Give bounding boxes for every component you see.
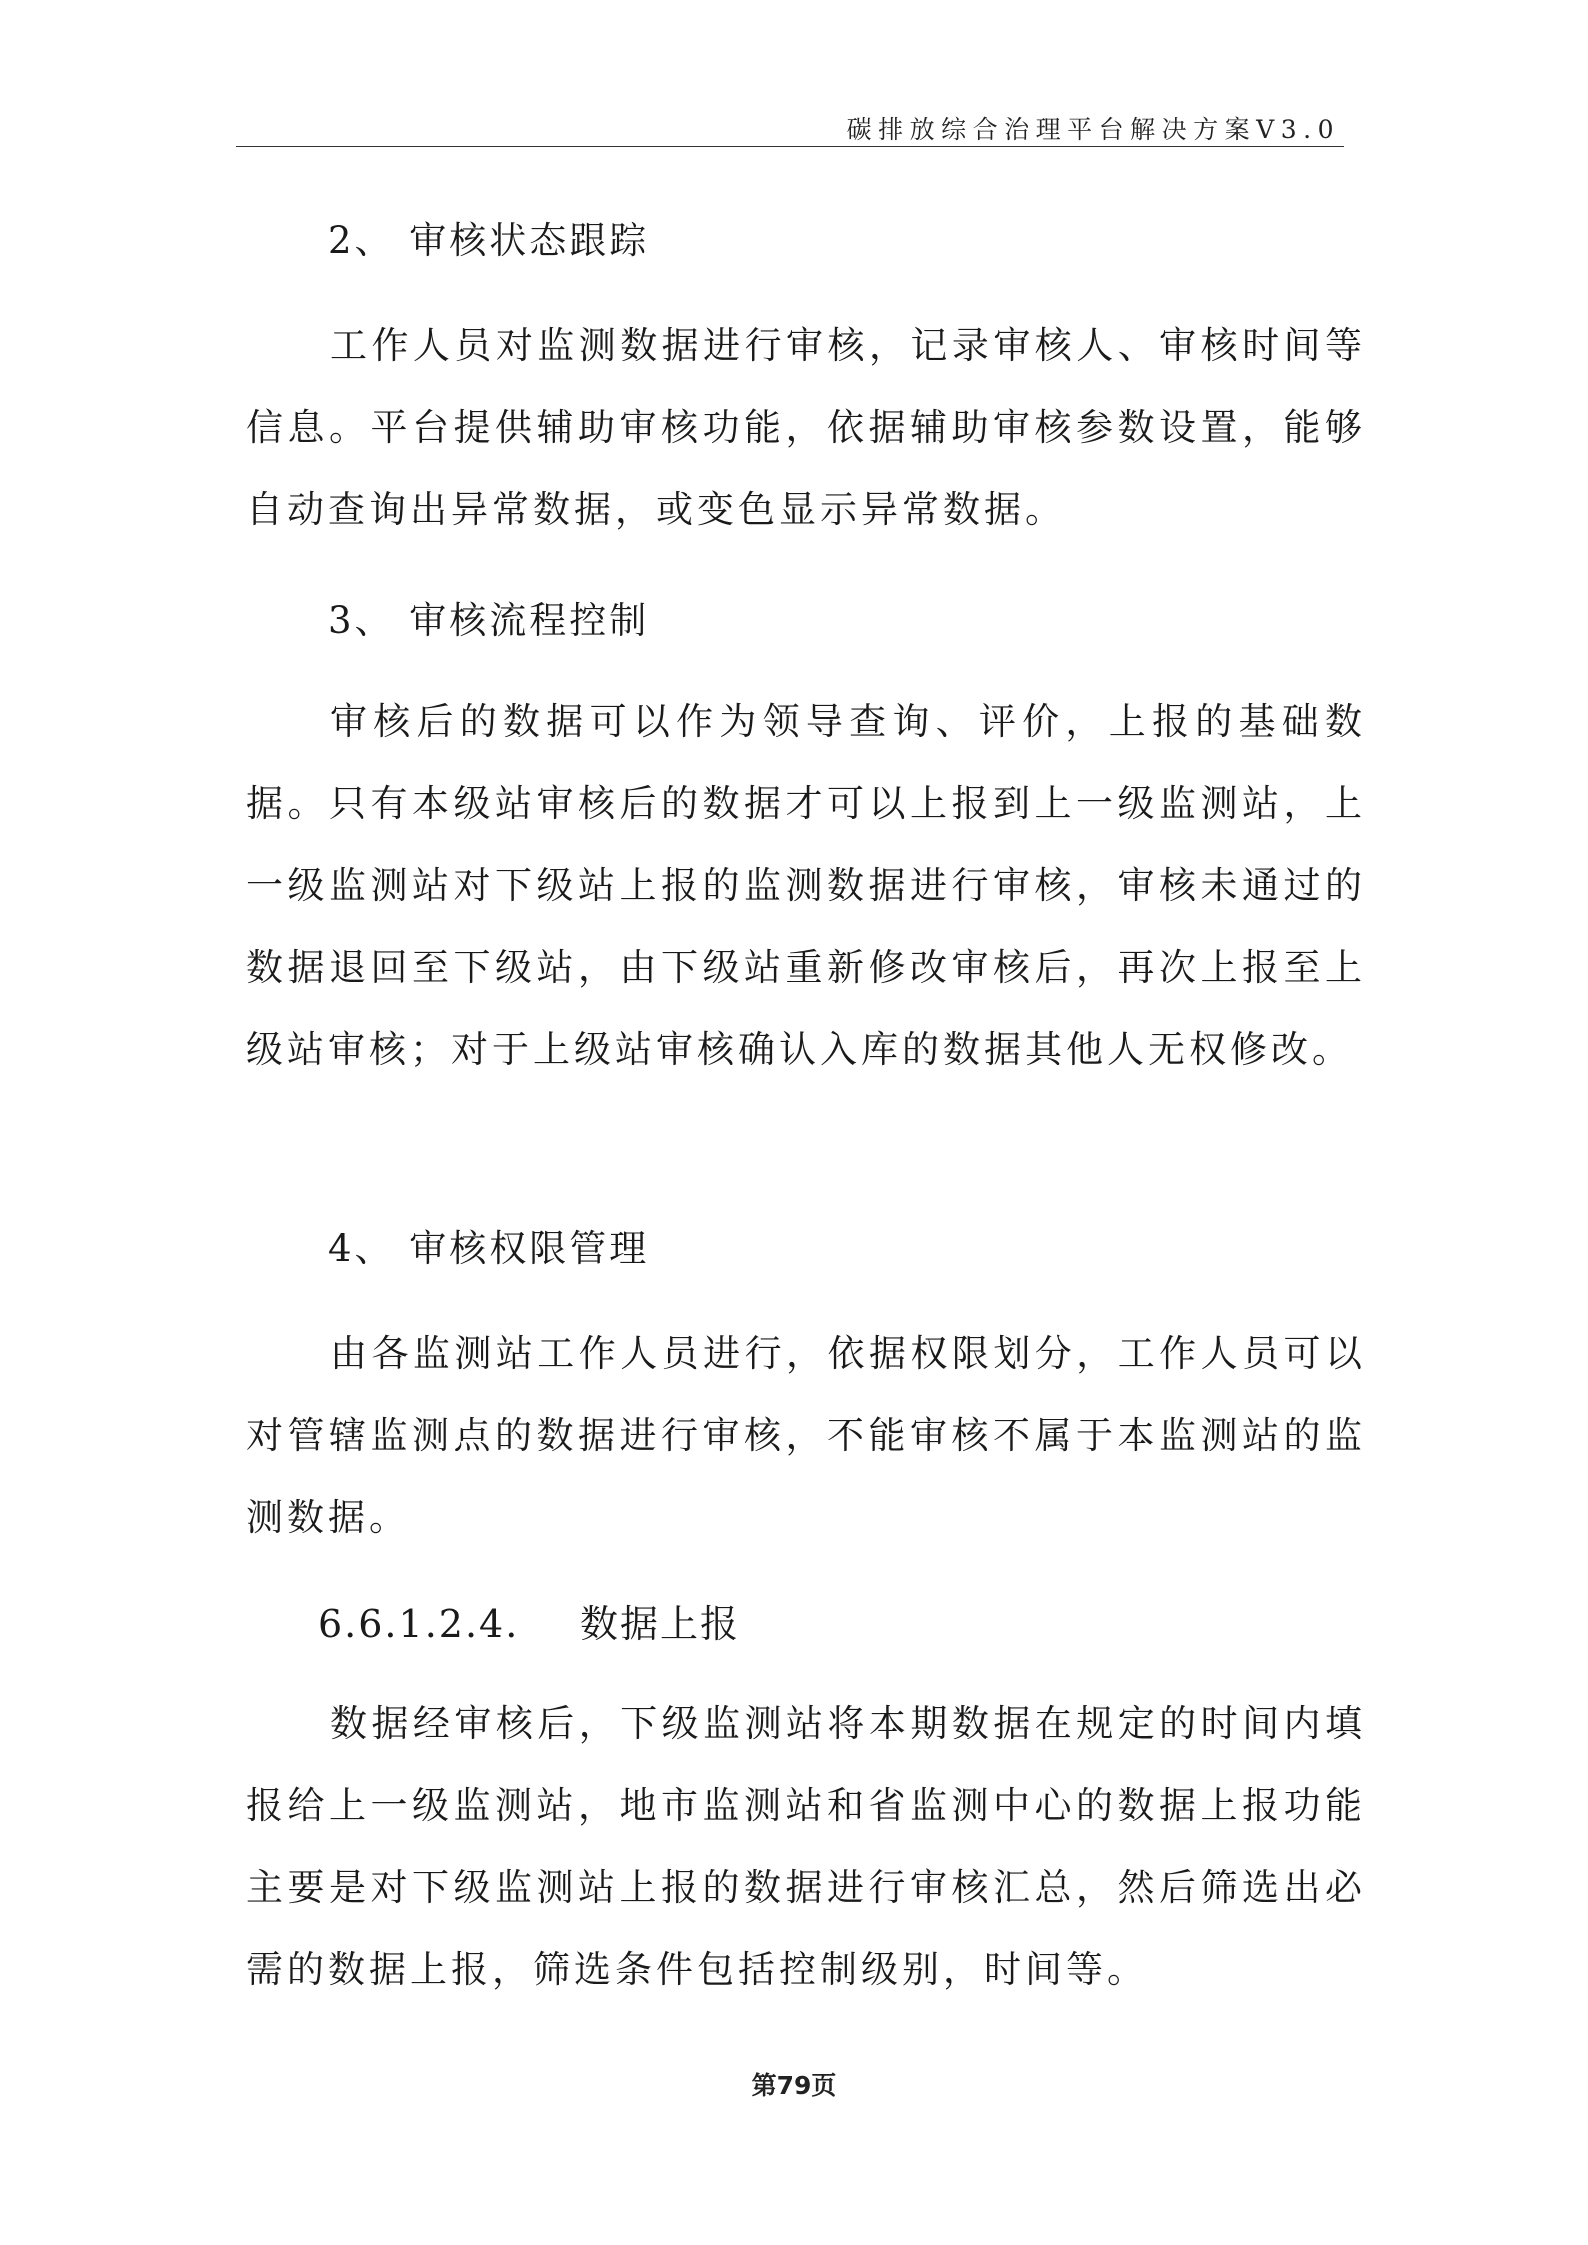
section-heading-data-reporting — [318, 1593, 740, 1648]
paragraph-data-reporting: 数据经审核后，下级监测站将本期数据在规定的时间内填报给上一级监测站，地市监测站和省监测中心的数据上报功能主要是对下级监测站上报的数据进行审核汇总，然后筛选出必需的数据上报，筛选条件包括控制级别，时间等。 — [246, 1702, 1366, 1991]
page-number: 第79页 — [751, 2071, 837, 2100]
paragraph-audit-permission-management: 由各监测站工作人员进行，依据权限划分，工作人员可以对管辖监测点的数据进行审核，不能审核不属于本监测站的监测数据。 — [246, 1332, 1366, 1539]
heading-audit-flow-control: 3、 审核流程控制 — [328, 599, 650, 642]
section-title: 数据上报 — [580, 1602, 741, 1646]
paragraph-audit-status-tracking: 工作人员对监测数据进行审核，记录审核人、审核时间等信息。平台提供辅助审核功能，依据辅助审核参数设置，能够自动查询出异常数据，或变色显示异常数据。 — [246, 324, 1366, 531]
section-number: 6.6.1.2.4. — [318, 1602, 520, 1646]
page-header — [236, 108, 1344, 147]
heading-audit-permission-management: 4、 审核权限管理 — [328, 1227, 650, 1270]
paragraph-audit-flow-control: 审核后的数据可以作为领导查询、评价，上报的基础数据。只有本级站审核后的数据才可以上报到上一级监测站，上一级监测站对下级站上报的监测数据进行审核，审核未通过的数据退回至下级站，由下级站重新修改审核后，再次上报至上级站审核；对于上级站审核确认入库的数据其他人无权修改。 — [246, 700, 1366, 1071]
header-title: 碳排放综合治理平台解决方案V3.0 — [846, 115, 1340, 144]
heading-audit-status-tracking: 2、 审核状态跟踪 — [328, 219, 650, 262]
